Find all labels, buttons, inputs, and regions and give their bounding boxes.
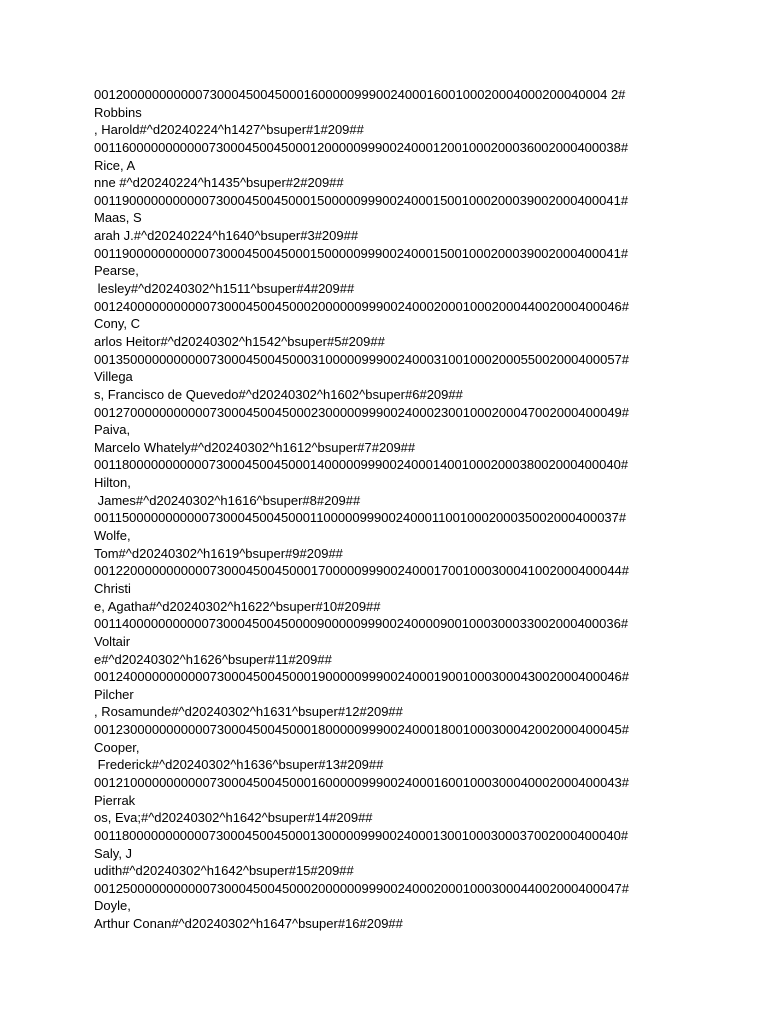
text-line: Pierrak [94, 792, 136, 808]
text-line: Hilton, [94, 475, 131, 491]
text-line: nne #^d20240224^h1435^bsuper#2#209## [94, 175, 344, 191]
text-line: 0012100000000000730004500450001600000999002400016001000300040002000400043# [94, 774, 630, 790]
text-line: e#^d20240302^h1626^bsuper#11#209## [94, 651, 332, 667]
text-line: os, Eva;#^d20240302^h1642^bsuper#14#209## [94, 810, 373, 826]
text-line: Rice, A [94, 157, 136, 173]
text-line: , Harold#^d20240224^h1427^bsuper#1#209## [94, 122, 364, 138]
text-line: 0011500000000000730004500450001100000999002400011001000200035002000400037# [94, 510, 627, 526]
text-line: 0012200000000000730004500450001700000999002400017001000300041002000400044# [94, 563, 630, 579]
text-line: 0012400000000000730004500450001900000999002400019001000300043002000400046# [94, 669, 630, 685]
text-line: 0011800000000000730004500450001400000999002400014001000200038002000400040# [94, 457, 629, 473]
text-line: Cooper, [94, 739, 140, 755]
text-line: 0012300000000000730004500450001800000999002400018001000300042002000400045# [94, 722, 630, 738]
text-line: Maas, S [94, 210, 142, 226]
text-line: 0011900000000000730004500450001500000999002400015001000200039002000400041# [94, 192, 629, 208]
text-line: 0012400000000000730004500450002000000999002400020001000200044002000400046# [94, 298, 630, 314]
text-line: e, Agatha#^d20240302^h1622^bsuper#10#209## [94, 598, 381, 614]
text-line: Marcelo Whately#^d20240302^h1612^bsuper#7#209## [94, 439, 416, 455]
text-line: Villega [94, 369, 133, 385]
text-line: arlos Heitor#^d20240302^h1542^bsuper#5#209## [94, 333, 385, 349]
record-text-block [94, 86, 694, 933]
text-line: 0011800000000000730004500450001300000999002400013001000300037002000400040# [94, 827, 629, 843]
text-line: 0012700000000000730004500450002300000999002400023001000200047002000400049# [94, 404, 630, 420]
text-line: 00120000000000073000450045000160000099900240001600100020004000200040004 2# [94, 87, 626, 102]
text-line: Saly, J [94, 845, 133, 861]
text-line: Cony, C [94, 316, 140, 332]
text-line: Wolfe, [94, 528, 131, 544]
text-line: arah J.#^d20240224^h1640^bsuper#3#209## [94, 228, 359, 244]
text-line: 0013500000000000730004500450003100000999002400031001000200055002000400057# [94, 351, 630, 367]
text-line: Frederick#^d20240302^h1636^bsuper#13#209## [94, 757, 384, 773]
text-line: Pilcher [94, 686, 134, 702]
text-line: James#^d20240302^h1616^bsuper#8#209## [94, 492, 361, 508]
text-line: Tom#^d20240302^h1619^bsuper#9#209## [94, 545, 343, 561]
text-line: Doyle, [94, 898, 131, 914]
text-line: 0011600000000000730004500450001200000999002400012001000200036002000400038# [94, 139, 629, 155]
text-line: Paiva, [94, 422, 131, 438]
text-line: Arthur Conan#^d20240302^h1647^bsuper#16#209## [94, 916, 403, 932]
text-line: s, Francisco de Quevedo#^d20240302^h1602^bsuper#6#209## [94, 386, 463, 402]
text-line: Christi [94, 580, 131, 596]
text-line: Pearse, [94, 263, 139, 279]
text-line: 0012500000000000730004500450002000000999002400020001000300044002000400047# [94, 880, 630, 896]
text-line: 0011900000000000730004500450001500000999002400015001000200039002000400041# [94, 245, 629, 261]
text-line: 0011400000000000730004500450000900000999002400009001000300033002000400036# [94, 616, 629, 632]
text-line: lesley#^d20240302^h1511^bsuper#4#209## [94, 281, 355, 297]
text-line: udith#^d20240302^h1642^bsuper#15#209## [94, 863, 354, 879]
text-line: , Rosamunde#^d20240302^h1631^bsuper#12#209## [94, 704, 403, 720]
text-line: Robbins [94, 104, 142, 120]
text-line: Voltair [94, 633, 131, 649]
